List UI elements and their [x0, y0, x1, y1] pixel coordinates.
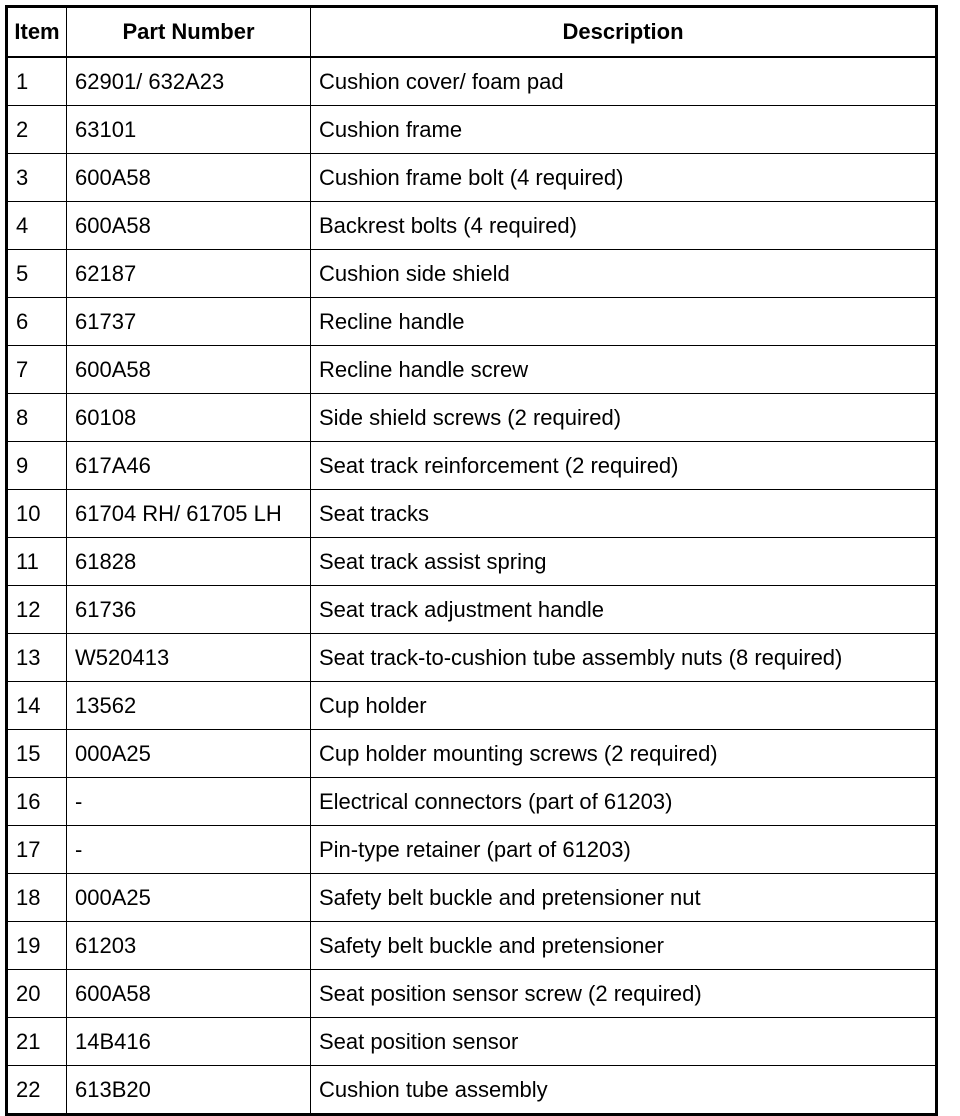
cell-description: Seat track adjustment handle	[311, 586, 937, 634]
cell-description: Seat tracks	[311, 490, 937, 538]
cell-description: Recline handle	[311, 298, 937, 346]
cell-item: 8	[7, 394, 67, 442]
cell-item: 1	[7, 57, 67, 106]
cell-description: Seat position sensor screw (2 required)	[311, 970, 937, 1018]
cell-item: 10	[7, 490, 67, 538]
cell-part-number: 617A46	[67, 442, 311, 490]
cell-part-number: -	[67, 778, 311, 826]
cell-part-number: 62901/ 632A23	[67, 57, 311, 106]
table-row	[7, 250, 937, 298]
cell-item: 7	[7, 346, 67, 394]
cell-item: 11	[7, 538, 67, 586]
cell-part-number: 600A58	[67, 154, 311, 202]
cell-description: Cup holder	[311, 682, 937, 730]
header-description: Description	[311, 7, 937, 58]
cell-description: Pin-type retainer (part of 61203)	[311, 826, 937, 874]
table-row	[7, 106, 937, 154]
cell-description: Safety belt buckle and pretensioner nut	[311, 874, 937, 922]
table-row	[7, 922, 937, 970]
table-row	[7, 57, 937, 106]
table-row	[7, 346, 937, 394]
cell-item: 5	[7, 250, 67, 298]
cell-part-number: 600A58	[67, 346, 311, 394]
table-row	[7, 826, 937, 874]
cell-part-number: 62187	[67, 250, 311, 298]
table-row	[7, 394, 937, 442]
table-row	[7, 490, 937, 538]
cell-item: 9	[7, 442, 67, 490]
cell-description: Cushion frame	[311, 106, 937, 154]
cell-item: 3	[7, 154, 67, 202]
cell-part-number: 61737	[67, 298, 311, 346]
cell-part-number: 61736	[67, 586, 311, 634]
table-row	[7, 1066, 937, 1115]
parts-table	[5, 5, 938, 1116]
cell-description: Seat track-to-cushion tube assembly nuts (8 required)	[311, 634, 937, 682]
cell-item: 4	[7, 202, 67, 250]
cell-part-number: 13562	[67, 682, 311, 730]
cell-item: 15	[7, 730, 67, 778]
cell-item: 17	[7, 826, 67, 874]
cell-description: Side shield screws (2 required)	[311, 394, 937, 442]
table-row	[7, 730, 937, 778]
cell-item: 12	[7, 586, 67, 634]
cell-item: 18	[7, 874, 67, 922]
cell-description: Recline handle screw	[311, 346, 937, 394]
cell-part-number: 14B416	[67, 1018, 311, 1066]
cell-part-number: W520413	[67, 634, 311, 682]
cell-description: Cushion tube assembly	[311, 1066, 937, 1115]
cell-item: 21	[7, 1018, 67, 1066]
table-row	[7, 154, 937, 202]
cell-description: Backrest bolts (4 required)	[311, 202, 937, 250]
cell-part-number: 000A25	[67, 730, 311, 778]
cell-part-number: 63101	[67, 106, 311, 154]
cell-item: 14	[7, 682, 67, 730]
cell-part-number: 61203	[67, 922, 311, 970]
cell-item: 20	[7, 970, 67, 1018]
table-row	[7, 442, 937, 490]
table-row	[7, 1018, 937, 1066]
table-row	[7, 874, 937, 922]
table-row	[7, 778, 937, 826]
table-row	[7, 202, 937, 250]
cell-part-number: 000A25	[67, 874, 311, 922]
cell-item: 19	[7, 922, 67, 970]
header-part-number: Part Number	[67, 7, 311, 58]
table-body	[7, 57, 937, 1115]
cell-item: 2	[7, 106, 67, 154]
cell-description: Cup holder mounting screws (2 required)	[311, 730, 937, 778]
table-row	[7, 298, 937, 346]
cell-part-number: -	[67, 826, 311, 874]
cell-part-number: 600A58	[67, 202, 311, 250]
cell-part-number: 61828	[67, 538, 311, 586]
cell-item: 13	[7, 634, 67, 682]
cell-description: Safety belt buckle and pretensioner	[311, 922, 937, 970]
cell-description: Seat position sensor	[311, 1018, 937, 1066]
table-row	[7, 682, 937, 730]
table-row	[7, 634, 937, 682]
table-row	[7, 970, 937, 1018]
cell-description: Cushion side shield	[311, 250, 937, 298]
cell-description: Seat track assist spring	[311, 538, 937, 586]
table-header	[7, 7, 937, 58]
cell-description: Cushion cover/ foam pad	[311, 57, 937, 106]
cell-part-number: 60108	[67, 394, 311, 442]
table-row	[7, 538, 937, 586]
cell-part-number: 61704 RH/ 61705 LH	[67, 490, 311, 538]
cell-description: Electrical connectors (part of 61203)	[311, 778, 937, 826]
cell-description: Cushion frame bolt (4 required)	[311, 154, 937, 202]
header-item: Item	[7, 7, 67, 58]
header-row	[7, 7, 937, 58]
table-row	[7, 586, 937, 634]
cell-item: 22	[7, 1066, 67, 1115]
cell-item: 6	[7, 298, 67, 346]
cell-item: 16	[7, 778, 67, 826]
cell-part-number: 613B20	[67, 1066, 311, 1115]
cell-part-number: 600A58	[67, 970, 311, 1018]
cell-description: Seat track reinforcement (2 required)	[311, 442, 937, 490]
